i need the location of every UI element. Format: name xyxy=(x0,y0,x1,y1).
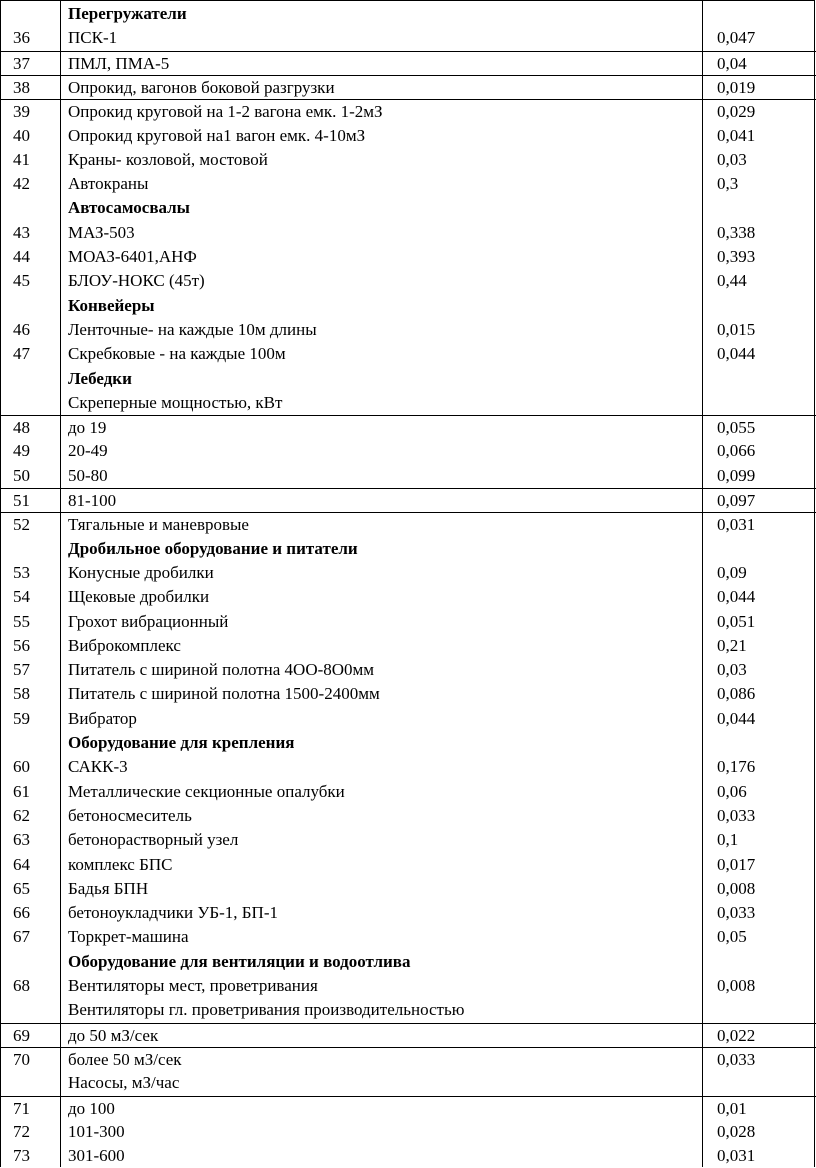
coefficient-value: 0,015 xyxy=(717,319,756,339)
table-row xyxy=(1,950,816,974)
coefficient-value: 0,019 xyxy=(717,77,756,97)
coefficient-value: 0,3 xyxy=(717,174,739,194)
table-row xyxy=(1,877,816,901)
row-number: 52 xyxy=(13,515,30,535)
table-row xyxy=(1,1023,816,1048)
row-number: 37 xyxy=(13,53,30,73)
equipment-name: Тягальные и маневровые xyxy=(68,515,249,535)
equipment-name: БЛОУ-НОКС (45т) xyxy=(68,271,205,291)
row-number: 63 xyxy=(13,830,30,850)
table-row xyxy=(1,1144,816,1168)
coefficient-value: 0,05 xyxy=(717,927,747,947)
table-row xyxy=(1,512,816,537)
row-number: 44 xyxy=(13,247,30,266)
table-row xyxy=(1,1120,816,1144)
equipment-name: Конусные дробилки xyxy=(68,562,214,582)
section-heading: Перегружатели xyxy=(68,4,187,23)
table-row xyxy=(1,415,816,440)
equipment-name: Торкрет-машина xyxy=(68,927,189,947)
coefficient-value: 0,033 xyxy=(717,1049,756,1069)
row-number: 40 xyxy=(13,125,30,145)
row-number: 67 xyxy=(13,927,30,947)
table-row xyxy=(1,51,816,76)
equipment-name: ПМЛ, ПМА-5 xyxy=(68,53,170,73)
coefficient-value: 0,099 xyxy=(717,465,756,485)
coefficient-value: 0,03 xyxy=(717,149,747,169)
table-row xyxy=(1,537,816,561)
section-heading: Конвейеры xyxy=(68,295,155,315)
table-row xyxy=(1,172,816,196)
table-row xyxy=(1,853,816,877)
row-number: 45 xyxy=(13,271,30,291)
equipment-name: 20-49 xyxy=(68,441,108,461)
coefficient-value: 0,047 xyxy=(717,28,756,48)
coefficient-value: 0,008 xyxy=(717,878,756,898)
equipment-name: Скребковые - на каждые 100м xyxy=(68,344,286,364)
row-number: 59 xyxy=(13,708,30,728)
equipment-name: САКК-3 xyxy=(68,757,128,777)
row-number: 64 xyxy=(13,854,30,874)
section-heading: Дробильное оборудование и питатели xyxy=(68,538,358,558)
coefficient-value: 0,086 xyxy=(717,684,756,704)
row-number: 55 xyxy=(13,611,30,631)
table-row xyxy=(1,26,816,50)
row-number: 58 xyxy=(13,684,30,704)
coefficient-value: 0,044 xyxy=(717,708,756,728)
table-row xyxy=(1,731,816,755)
table-row xyxy=(1,658,816,682)
equipment-name: МАЗ-503 xyxy=(68,222,135,242)
coefficient-value: 0,008 xyxy=(717,976,756,995)
coefficient-value: 0,393 xyxy=(717,247,756,266)
coefficient-value: 0,051 xyxy=(717,611,756,631)
table-row xyxy=(1,901,816,925)
equipment-name: Бадья БПН xyxy=(68,878,149,898)
table-row xyxy=(1,439,816,463)
coefficient-value: 0,041 xyxy=(717,125,756,145)
table-row xyxy=(1,780,816,804)
coefficient-value: 0,44 xyxy=(717,271,747,291)
table-row xyxy=(1,634,816,658)
row-number: 49 xyxy=(13,441,30,461)
equipment-name: Опрокид круговой на 1-2 вагона емк. 1-2мЗ xyxy=(68,102,383,122)
table-row xyxy=(1,196,816,220)
table-row xyxy=(1,828,816,852)
table-row xyxy=(1,488,816,513)
equipment-name: Опрокид, вагонов боковой разгрузки xyxy=(68,77,335,97)
section-heading: Оборудование для крепления xyxy=(68,733,295,752)
equipment-name: Автокраны xyxy=(68,174,149,194)
row-number: 69 xyxy=(13,1025,30,1045)
equipment-name: до 19 xyxy=(68,418,107,438)
coefficient-value: 0,1 xyxy=(717,830,739,850)
row-number: 68 xyxy=(13,976,30,995)
equipment-name: Опрокид круговой на1 вагон емк. 4-10мЗ xyxy=(68,125,366,145)
table-row xyxy=(1,707,816,731)
equipment-name: Щековые дробилки xyxy=(68,587,210,607)
equipment-name: Вентиляторы гл. проветривания производительностью xyxy=(68,1000,465,1020)
table-row xyxy=(1,1071,816,1095)
row-number: 71 xyxy=(13,1098,30,1118)
equipment-name: Виброкомплекс xyxy=(68,635,181,655)
equipment-name: Скреперные мощностью, кВт xyxy=(68,392,283,412)
equipment-name: Металлические секционные опалубки xyxy=(68,781,345,801)
table-row xyxy=(1,974,816,998)
table-row xyxy=(1,682,816,706)
row-number: 56 xyxy=(13,635,30,655)
equipment-name: до 50 мЗ/сек xyxy=(68,1025,159,1045)
coefficient-value: 0,04 xyxy=(717,53,747,73)
coefficient-value: 0,066 xyxy=(717,441,756,461)
table-row xyxy=(1,342,816,366)
table-row xyxy=(1,318,816,342)
equipment-name: бетоносмеситель xyxy=(68,805,192,825)
table-row xyxy=(1,245,816,269)
coefficient-value: 0,06 xyxy=(717,781,747,801)
table-row xyxy=(1,367,816,391)
equipment-name: Питатель с шириной полотна 1500-2400мм xyxy=(68,684,380,704)
table-row xyxy=(1,2,816,26)
equipment-name: комплекс БПС xyxy=(68,854,173,874)
equipment-name: более 50 мЗ/сек xyxy=(68,1049,182,1069)
row-number: 72 xyxy=(13,1121,30,1141)
row-number: 73 xyxy=(13,1146,30,1166)
table-row xyxy=(1,1096,816,1121)
table-row xyxy=(1,221,816,245)
section-heading: Автосамосвалы xyxy=(68,198,190,218)
row-number: 42 xyxy=(13,174,30,194)
row-number: 61 xyxy=(13,781,30,801)
row-number: 46 xyxy=(13,319,30,339)
equipment-name: 301-600 xyxy=(68,1146,125,1166)
equipment-name: Вентиляторы мест, проветривания xyxy=(68,976,318,995)
equipment-name: ПСК-1 xyxy=(68,28,118,48)
coefficient-value: 0,031 xyxy=(717,1146,756,1166)
section-heading: Лебедки xyxy=(68,368,132,388)
table-row xyxy=(1,755,816,779)
table-row xyxy=(1,294,816,318)
equipment-name: Насосы, мЗ/час xyxy=(68,1073,180,1093)
equipment-name: бетонорастворный узел xyxy=(68,830,239,850)
table-row xyxy=(1,99,816,124)
row-number: 38 xyxy=(13,77,30,97)
row-number: 57 xyxy=(13,660,30,680)
coefficient-value: 0,176 xyxy=(717,757,756,777)
table-row xyxy=(1,464,816,488)
coefficient-value: 0,338 xyxy=(717,222,756,242)
row-number: 62 xyxy=(13,805,30,825)
row-number: 54 xyxy=(13,587,30,607)
row-number: 60 xyxy=(13,757,30,777)
table-row xyxy=(1,925,816,949)
coefficient-value: 0,033 xyxy=(717,805,756,825)
coefficient-value: 0,055 xyxy=(717,418,756,438)
row-number: 43 xyxy=(13,222,30,242)
coefficient-value: 0,21 xyxy=(717,635,747,655)
equipment-name: МОАЗ-6401,АНФ xyxy=(68,247,197,266)
coefficient-value: 0,031 xyxy=(717,515,756,535)
coefficient-value: 0,029 xyxy=(717,102,756,122)
equipment-name: Вибратор xyxy=(68,708,137,728)
row-number: 51 xyxy=(13,491,30,510)
row-number: 41 xyxy=(13,149,30,169)
coefficient-value: 0,022 xyxy=(717,1025,756,1045)
equipment-name: 50-80 xyxy=(68,465,108,485)
row-number: 66 xyxy=(13,903,30,923)
table-row xyxy=(1,391,816,415)
table-row xyxy=(1,610,816,634)
coefficient-value: 0,028 xyxy=(717,1121,756,1141)
table-row xyxy=(1,804,816,828)
row-number: 36 xyxy=(13,28,30,48)
equipment-name: Ленточные- на каждые 10м длины xyxy=(68,319,317,339)
coefficient-value: 0,09 xyxy=(717,562,747,582)
coefficient-value: 0,017 xyxy=(717,854,756,874)
table-row xyxy=(1,124,816,148)
coefficient-value: 0,044 xyxy=(717,344,756,364)
row-number: 50 xyxy=(13,465,30,485)
equipment-name: 101-300 xyxy=(68,1121,125,1141)
equipment-name: до 100 xyxy=(68,1098,115,1118)
coefficient-value: 0,033 xyxy=(717,903,756,923)
table-row xyxy=(1,148,816,172)
row-number: 47 xyxy=(13,344,30,364)
coefficient-value: 0,044 xyxy=(717,587,756,607)
coefficient-value: 0,03 xyxy=(717,660,747,680)
equipment-name: 81-100 xyxy=(68,491,117,510)
coefficient-value: 0,097 xyxy=(717,491,756,510)
table-row xyxy=(1,585,816,609)
equipment-name: Грохот вибрационный xyxy=(68,611,229,631)
table-row xyxy=(1,269,816,293)
equipment-name: Питатель с шириной полотна 4ОО-8О0мм xyxy=(68,660,375,680)
row-number: 65 xyxy=(13,878,30,898)
equipment-name: Краны- козловой, мостовой xyxy=(68,149,268,169)
coefficient-value: 0,01 xyxy=(717,1098,747,1118)
table-row xyxy=(1,1047,816,1072)
row-number: 53 xyxy=(13,562,30,582)
row-number: 70 xyxy=(13,1049,30,1069)
row-number: 39 xyxy=(13,102,30,122)
table-row xyxy=(1,561,816,585)
table-row xyxy=(1,75,816,100)
section-heading: Оборудование для вентиляции и водоотлива xyxy=(68,951,411,971)
table-row xyxy=(1,998,816,1022)
row-number: 48 xyxy=(13,418,30,438)
equipment-name: бетоноукладчики УБ-1, БП-1 xyxy=(68,903,278,923)
